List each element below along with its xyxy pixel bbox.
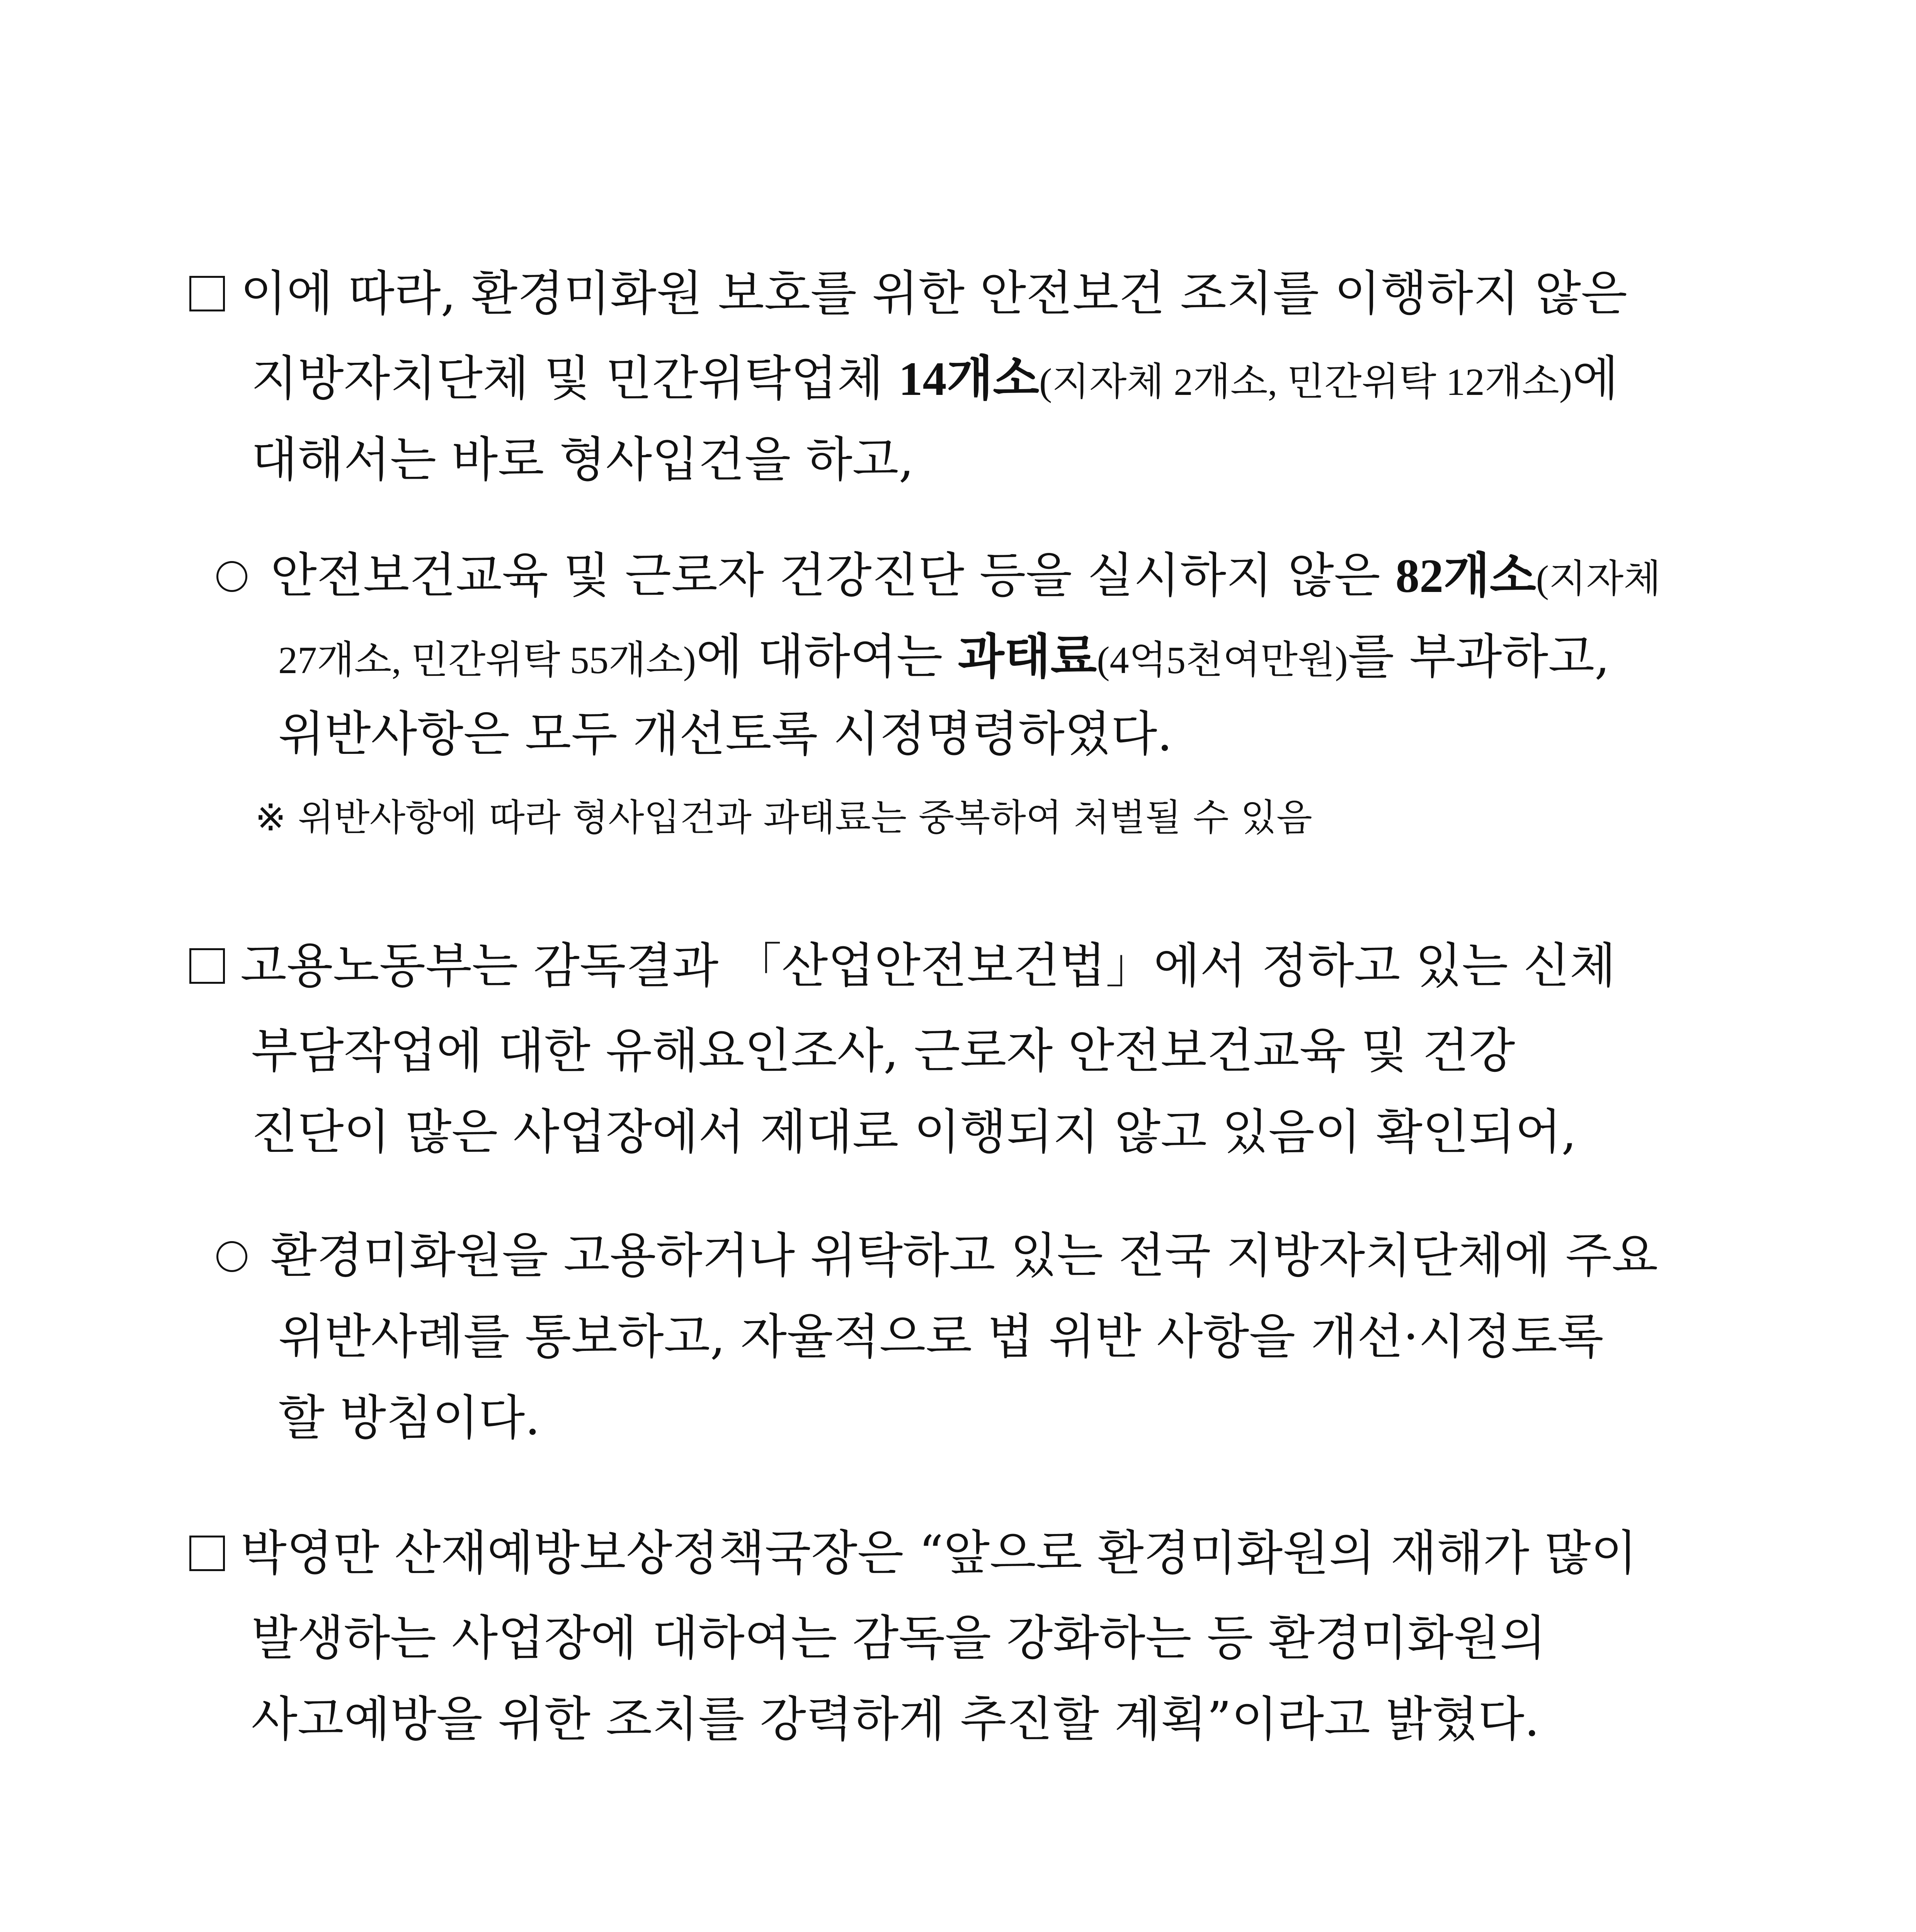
sub2-line2: 위반사례를 통보하고, 자율적으로 법 위반 사항을 개선·시정토록 <box>278 1309 1604 1365</box>
para1-line2: 지방자치단체 및 민간위탁업체 14개소(지자체 2개소, 민간위탁 12개소)에 <box>251 351 1619 406</box>
sub1-line2: 27개소, 민간위탁 55개소)에 대하여는 과태료(4억5천여만원)를 부과하고, <box>278 629 1610 685</box>
square-bullet-icon <box>189 948 225 984</box>
para2-line3: 진단이 많은 사업장에서 제대로 이행되지 않고 있음이 확인되어, <box>251 1104 1577 1160</box>
para1-line1: 이에 따라, 환경미화원 보호를 위한 안전보건 조치를 이행하지 않은 <box>189 255 1627 324</box>
para1-line3: 대해서는 바로 형사입건을 하고, <box>251 432 914 488</box>
para3-line3: 사고예방을 위한 조치를 강력하게 추진할 계획”이라고 밝혔다. <box>251 1692 1540 1747</box>
sub1-line3: 위반사항은 모두 개선토록 시정명령하였다. <box>278 706 1172 762</box>
sub2-line3: 할 방침이다. <box>278 1390 540 1446</box>
sub1-note: ※ 위반사항에 따라 형사입건과 과태료는 중복하여 처벌될 수 있음 <box>255 796 1312 839</box>
sub2-line1: 환경미화원을 고용하거나 위탁하고 있는 전국 지방자치단체에 주요 <box>216 1217 1658 1286</box>
circle-bullet-icon <box>216 561 247 592</box>
circle-bullet-icon <box>216 1241 247 1272</box>
square-bullet-icon <box>189 276 225 311</box>
para2-line1: 고용노동부는 감독결과 「산업안전보건법」에서 정하고 있는 신체 <box>189 927 1616 996</box>
para3-line2: 발생하는 사업장에 대하여는 감독을 강화하는 등 환경미화원의 <box>251 1611 1546 1666</box>
para2-line2: 부담작업에 대한 유해요인조사, 근로자 안전보건교육 및 건강 <box>251 1023 1515 1079</box>
para3-line1: 박영만 산재예방보상정책국장은 “앞으로 환경미화원의 재해가 많이 <box>189 1515 1637 1583</box>
sub1-line1: 안전보건교육 및 근로자 건강진단 등을 실시하지 않은 82개소(지자체 <box>216 537 1661 606</box>
square-bullet-icon <box>189 1536 225 1571</box>
